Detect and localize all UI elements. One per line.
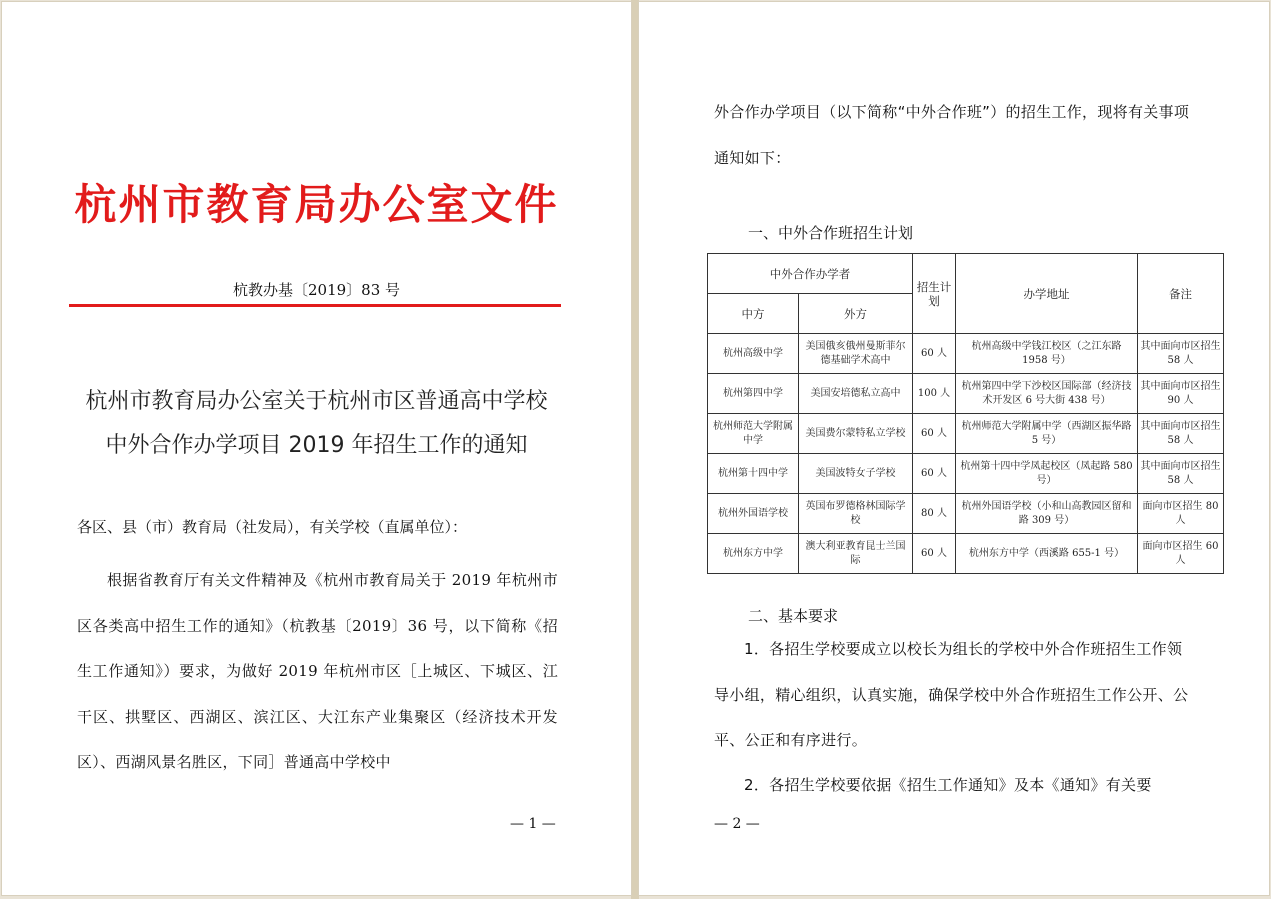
cell-note: 其中面向市区招生 58 人	[1138, 334, 1224, 374]
header-note: 备注	[1138, 254, 1224, 334]
header-address: 办学地址	[956, 254, 1138, 334]
title-line-2: 中外合作办学项目 2019 年招生工作的通知	[105, 433, 528, 458]
cell-cn: 杭州外国语学校	[708, 494, 799, 534]
page-gutter	[631, 0, 639, 899]
requirement-2: 2．各招生学校要依据《招生工作通知》及本《通知》有关要	[744, 776, 1152, 794]
cell-address: 杭州外国语学校（小和山高教园区留和路 309 号）	[956, 494, 1138, 534]
page-number-right: — 2 —	[714, 816, 760, 832]
cell-address: 杭州高级中学钱江校区（之江东路 1958 号）	[956, 334, 1138, 374]
cell-address: 杭州第十四中学凤起校区（凤起路 580 号）	[956, 454, 1138, 494]
page-number-left: — 1 —	[510, 816, 556, 832]
header-chinese-side: 中方	[708, 294, 799, 334]
cell-plan: 60 人	[913, 414, 956, 454]
cell-address: 杭州师范大学附属中学（西湖区振华路 5 号）	[956, 414, 1138, 454]
cell-cn: 杭州东方中学	[708, 534, 799, 574]
cell-cn: 杭州第四中学	[708, 374, 799, 414]
cell-note: 其中面向市区招生 58 人	[1138, 454, 1224, 494]
page-left	[2, 2, 631, 895]
table-row	[708, 414, 1224, 454]
cell-cn: 杭州师范大学附属中学	[708, 414, 799, 454]
header-plan: 招生计划	[913, 254, 956, 334]
title-line-1: 杭州市教育局办公室关于杭州市区普通高中学校	[85, 389, 548, 414]
header-foreign-side: 外方	[799, 294, 913, 334]
body-paragraph: 根据省教育厅有关文件精神及《杭州市教育局关于 2019 年杭州市区各类高中招生工作的通知》（杭教基〔2019〕36 号，以下简称《招生工作通知》）要求，为做好 2019 年杭州市区［上城区、下城区、江干区、拱墅区、西湖区、滨江区、大江东产业集聚区（经济技术开发区）、西湖风景名胜区，下同］普通高中学校中	[77, 571, 558, 771]
requirement-1: 1．各招生学校要成立以校长为组长的学校中外合作班招生工作领导小组，精心组织，认真实施，确保学校中外合作班招生工作公开、公平、公正和有序进行。	[714, 640, 1189, 749]
cell-address: 杭州第四中学下沙校区国际部（经济技术开发区 6 号大街 438 号）	[956, 374, 1138, 414]
table-row	[708, 454, 1224, 494]
cell-cn: 杭州高级中学	[708, 334, 799, 374]
cell-address: 杭州东方中学（西溪路 655-1 号）	[956, 534, 1138, 574]
cell-plan: 60 人	[913, 534, 956, 574]
header-red-rule	[69, 304, 561, 307]
table-row	[708, 334, 1224, 374]
cell-plan: 80 人	[913, 494, 956, 534]
document-number: 杭教办基〔2019〕83 号	[232, 281, 401, 299]
cell-note: 其中面向市区招生 90 人	[1138, 374, 1224, 414]
page-right	[639, 2, 1269, 895]
cell-foreign: 澳大利亚教育昆士兰国际	[799, 534, 913, 574]
cell-foreign: 美国俄亥俄州曼斯菲尔德基础学术高中	[799, 334, 913, 374]
cell-foreign: 美国费尔蒙特私立学校	[799, 414, 913, 454]
cell-cn: 杭州第十四中学	[708, 454, 799, 494]
cell-plan: 100 人	[913, 374, 956, 414]
cell-foreign: 美国安培德私立高中	[799, 374, 913, 414]
cell-foreign: 英国布罗德格林国际学校	[799, 494, 913, 534]
document-title	[2, 380, 631, 468]
cell-plan: 60 人	[913, 454, 956, 494]
table-row	[708, 494, 1224, 534]
cell-note: 其中面向市区招生 58 人	[1138, 414, 1224, 454]
enrollment-plan-table	[707, 253, 1224, 574]
cell-note: 面向市区招生 60 人	[1138, 534, 1224, 574]
table-row	[708, 374, 1224, 414]
section-heading-plan: 一、中外合作班招生计划	[748, 224, 914, 242]
continued-paragraph: 外合作办学项目（以下简称“中外合作班”）的招生工作，现将有关事项通知如下：	[714, 103, 1190, 167]
header-cooperators: 中外合作办学者	[708, 254, 913, 294]
cell-note: 面向市区招生 80 人	[1138, 494, 1224, 534]
section-heading-requirements: 二、基本要求	[748, 607, 839, 625]
cell-foreign: 美国波特女子学校	[799, 454, 913, 494]
cell-plan: 60 人	[913, 334, 956, 374]
salutation: 各区、县（市）教育局（社发局），有关学校（直属单位）：	[77, 518, 468, 536]
table-row	[708, 534, 1224, 574]
document-header: 杭州市教育局办公室文件	[74, 180, 559, 229]
